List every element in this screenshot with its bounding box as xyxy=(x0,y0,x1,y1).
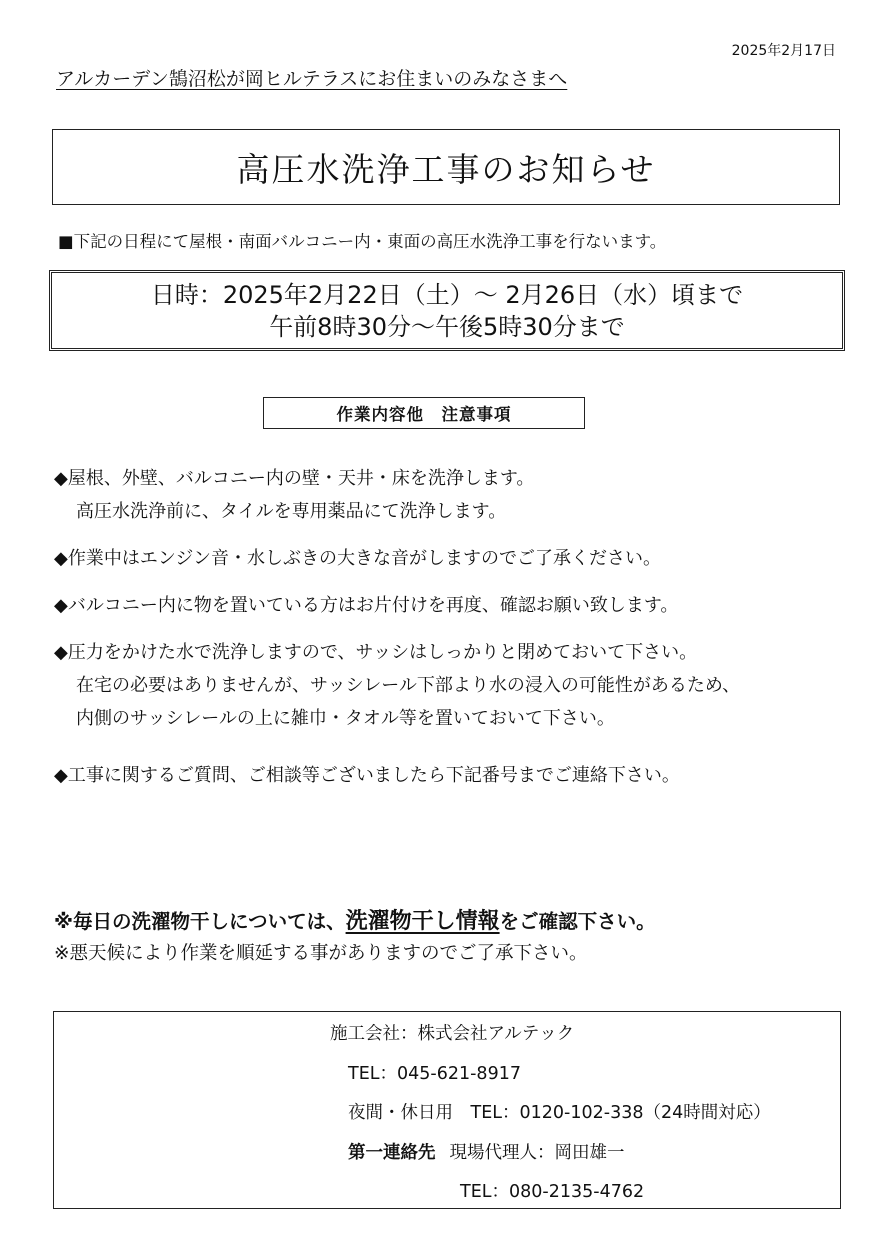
laundry-note-suffix: をご確認下さい。 xyxy=(499,910,656,933)
item-text: ◆屋根、外壁、バルコニー内の壁・天井・床を洗浄します。 xyxy=(54,468,535,489)
schedule-time: 午前8時30分～午後5時30分まで xyxy=(269,312,625,341)
contact-box xyxy=(53,1011,841,1209)
schedule-box xyxy=(49,270,845,351)
item-text: ◆作業中はエンジン音・水しぶきの大きな音がしますのでご了承ください。 xyxy=(54,548,661,569)
contractor-name: 施工会社：株式会社アルテック xyxy=(330,1024,575,1044)
list-item xyxy=(54,636,854,735)
list-item xyxy=(54,589,854,622)
document-date: 2025年2月17日 xyxy=(731,43,836,59)
item-continuation: 内側のサッシレールの上に雑巾・タオル等を置いておいて下さい。 xyxy=(76,708,615,729)
page-title: 高圧水洗浄工事のお知らせ xyxy=(236,149,656,189)
laundry-note-prefix: ※毎日の洗濯物干しについては、 xyxy=(54,910,346,933)
item-text: ◆圧力をかけた水で洗浄しますので、サッシはしっかりと閉めておいて下さい。 xyxy=(54,642,698,663)
primary-contact-label: 第一連絡先 xyxy=(348,1143,436,1163)
list-item xyxy=(54,542,854,575)
mobile-tel: TEL：080-2135-4762 xyxy=(460,1182,645,1202)
laundry-note xyxy=(54,906,854,938)
section-label: 作業内容他 注意事項 xyxy=(263,397,585,429)
laundry-info-link[interactable]: 洗濯物干し情報 xyxy=(345,909,500,934)
list-item xyxy=(54,759,854,792)
schedule-date: 日時：2025年2月22日（土）～ 2月26日（水）頃まで xyxy=(150,280,744,309)
primary-contact xyxy=(348,1139,625,1164)
notice-items xyxy=(54,462,854,792)
weather-note: ※悪天候により作業を順延する事がありますのでご了承下さい。 xyxy=(54,943,588,964)
notes xyxy=(54,906,854,970)
item-continuation: 在宅の必要はありませんが、サッシレール下部より水の浸入の可能性があるため、 xyxy=(76,675,741,696)
primary-contact-person: 現場代理人：岡田雄一 xyxy=(449,1143,625,1163)
intro-text: ■下記の日程にて屋根・南面バルコニー内・東面の高圧水洗浄工事を行ないます。 xyxy=(58,232,667,251)
title-box xyxy=(52,129,840,205)
item-continuation: 高圧水洗浄前に、タイルを専用薬品にて洗浄します。 xyxy=(76,501,507,522)
list-item xyxy=(54,462,854,528)
item-text: ◆バルコニー内に物を置いている方はお片付けを再度、確認お願い致します。 xyxy=(54,595,679,616)
night-holiday-tel: 夜間・休日用 TEL：0120-102-338（24時間対応） xyxy=(348,1103,771,1123)
addressee: アルカーデン鵠沼松が岡ヒルテラスにお住まいのみなさまへ xyxy=(56,68,568,90)
item-text: ◆工事に関するご質問、ご相談等ございましたら下記番号までご連絡下さい。 xyxy=(54,765,680,786)
contractor-tel: TEL：045-621-8917 xyxy=(348,1064,521,1084)
